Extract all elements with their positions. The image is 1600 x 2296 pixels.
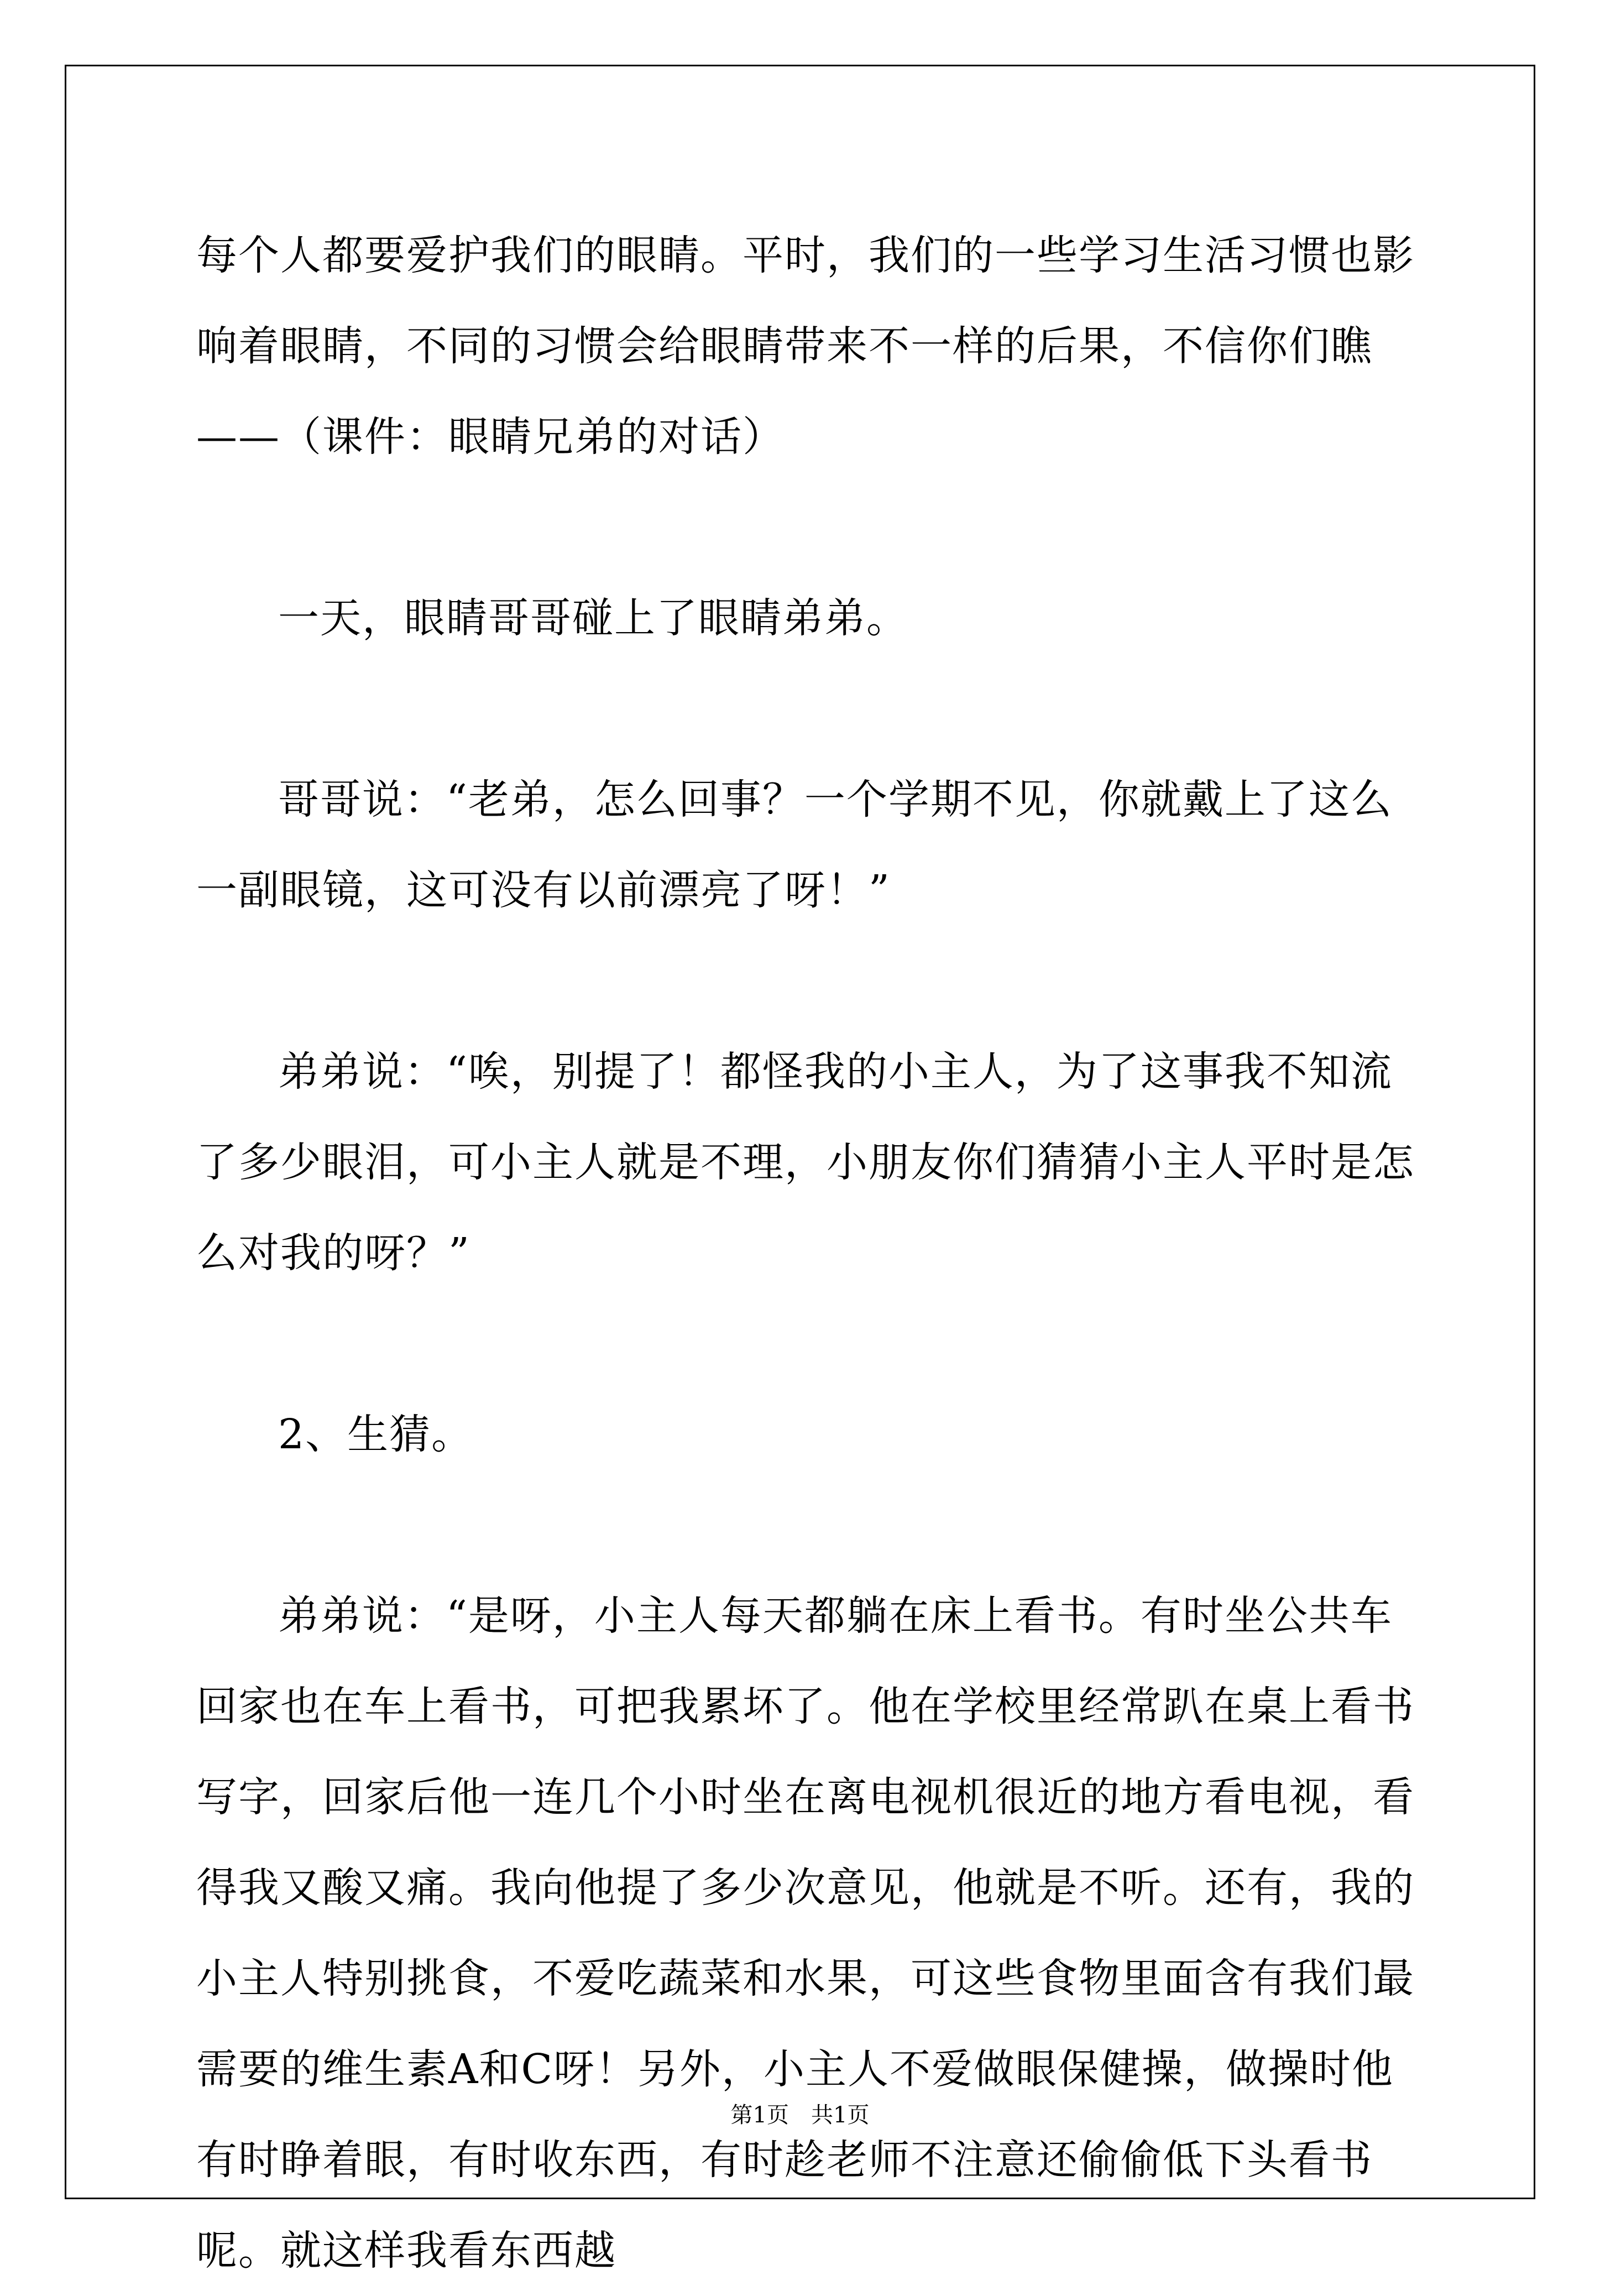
paragraph-guess: 2、生猜。	[278, 1411, 474, 1458]
paragraph-habits: 弟弟说：“是呀，小主人每天都躺在床上看书。有时坐公共车回家也在车上看书，可把我累坏了。他在学校里经常趴在桌上看书写字，回家后他一连几个小时坐在离电视机很近的地方看电视，看得我又酸又痛。我向他提了多少次意见，他就是不听。还有，我的小主人特别挑食，不爱吃蔬菜和水果，可这些食物里面含有我们最需要的维生素A和C呀！另外，小主人不爱做眼保健操，做操时他有时睁着眼，有时收东西，有时趁老师不注意还偷偷低下头看书呢。就这样我看东西越	[196, 1592, 1415, 2274]
paragraph-intro: 每个人都要爱护我们的眼睛。平时，我们的一些学习生活习惯也影响着眼睛，不同的习惯会给眼睛带来不一样的后果，不信你们瞧——（课件：眼睛兄弟的对话）	[196, 232, 1415, 461]
paragraph-meeting: 一天，眼睛哥哥碰上了眼睛弟弟。	[278, 594, 908, 642]
page-footer: 第1页 共1页	[730, 2102, 870, 2128]
paragraph-younger-says: 弟弟说：“唉，别提了！都怪我的小主人，为了这事我不知流了多少眼泪，可小主人就是不理，小朋友你们猜猜小主人平时是怎么对我的呀？”	[196, 1048, 1415, 1277]
document-body	[196, 210, 1418, 2296]
paragraph-brother-says: 哥哥说：“老弟，怎么回事？一个学期不见，你就戴上了这么一副眼镜，这可没有以前漂亮了呀！”	[196, 776, 1393, 914]
